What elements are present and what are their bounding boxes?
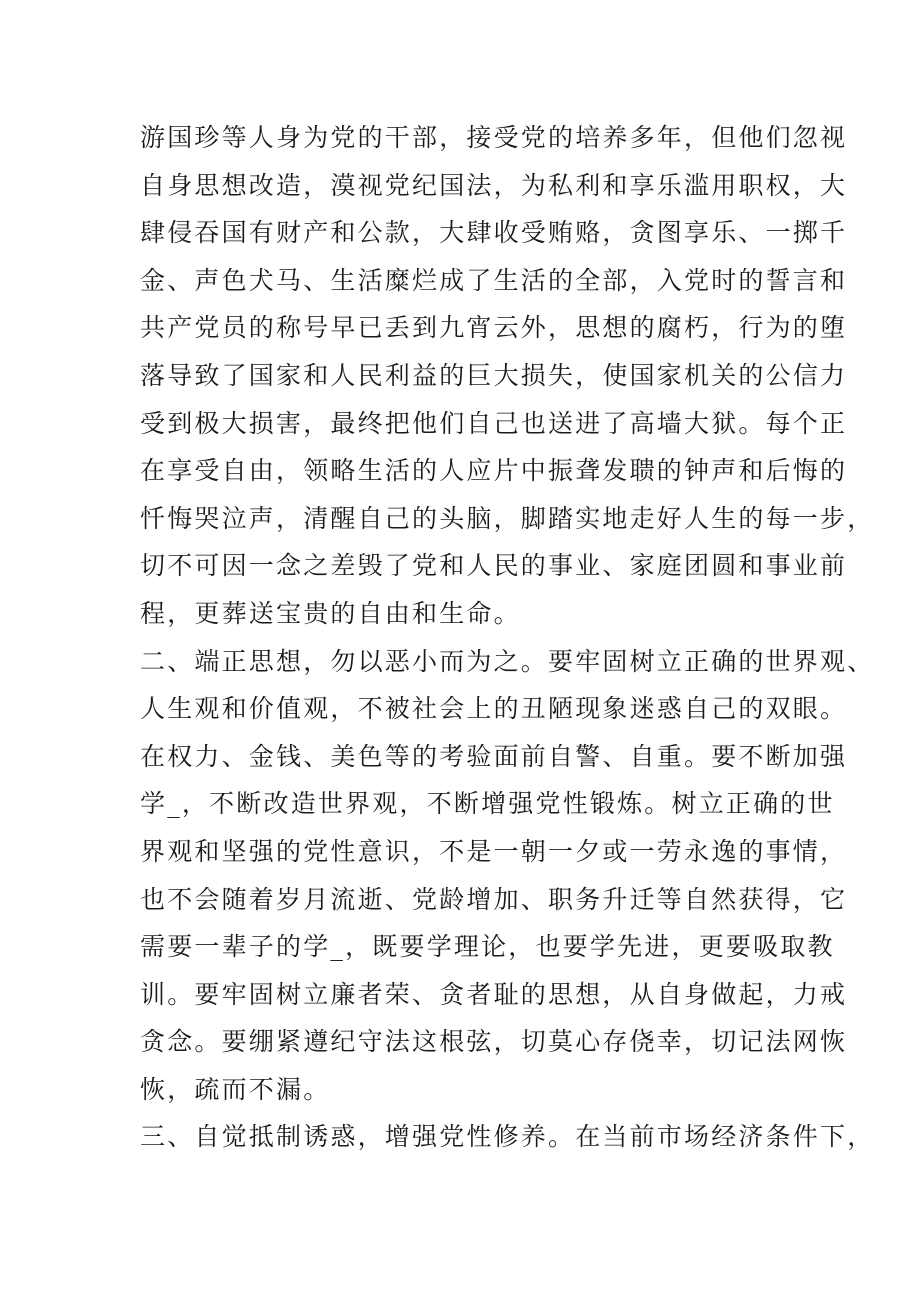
text-line: 游国珍等人身为党的干部，接受党的培养多年，但他们忽视 — [140, 123, 848, 152]
text-line: 切不可因一念之差毁了党和人民的事业、家庭团圆和事业前 — [140, 551, 848, 581]
text-line: 学_，不断改造世界观，不断增强党性锻炼。树立正确的世 — [140, 789, 835, 819]
text-line: 在权力、金钱、美色等的考验面前自警、自重。要不断加强 — [140, 741, 848, 771]
text-line: 界观和坚强的党性意识，不是一朝一夕或一劳永逸的事情， — [140, 836, 848, 866]
section-heading-line: 三、自觉抵制诱惑，增强党性修养。在当前市场经济条件下， — [140, 1122, 875, 1152]
text-line: 落导致了国家和人民利益的巨大损失，使国家机关的公信力 — [140, 360, 848, 390]
text-line: 贪念。要绷紧遵纪守法这根弦，切莫心存侥幸，切记法网恢 — [140, 1027, 848, 1057]
section-heading-line: 二、端正思想，勿以恶小而为之。要牢固树立正确的世界观、 — [140, 646, 875, 676]
text-line: 自身思想改造，漠视党纪国法，为私利和享乐滥用职权，大 — [140, 170, 848, 200]
text-line: 金、声色犬马、生活糜烂成了生活的全部，入党时的誓言和 — [140, 265, 848, 295]
text-line: 需要一辈子的学_，既要学理论，也要学先进，更要吸取教 — [140, 932, 835, 962]
body-text — [140, 114, 875, 1161]
text-line: 训。要牢固树立廉者荣、贪者耻的思想，从自身做起，力戒 — [140, 979, 848, 1009]
text-line: 共产党员的称号早已丢到九宵云外，思想的腐朽，行为的堕 — [140, 313, 848, 343]
text-line: 恢，疏而不漏。 — [140, 1074, 331, 1104]
text-line: 程，更葬送宝贵的自由和生命。 — [140, 598, 521, 628]
text-line: 人生观和价值观，不被社会上的丑陋现象迷惑自己的双眼。 — [140, 694, 848, 724]
text-line: 肆侵吞国有财产和公款，大肆收受贿赂，贪图享乐、一掷千 — [140, 218, 848, 248]
text-line: 在享受自由，领略生活的人应片中振聋发聩的钟声和后悔的 — [140, 456, 848, 486]
text-line: 受到极大损害，最终把他们自己也送进了高墙大狱。每个正 — [140, 408, 848, 438]
text-line: 忏悔哭泣声，清醒自己的头脑，脚踏实地走好人生的每一步， — [140, 503, 875, 533]
text-line: 也不会随着岁月流逝、党龄增加、职务升迁等自然获得，它 — [140, 884, 848, 914]
